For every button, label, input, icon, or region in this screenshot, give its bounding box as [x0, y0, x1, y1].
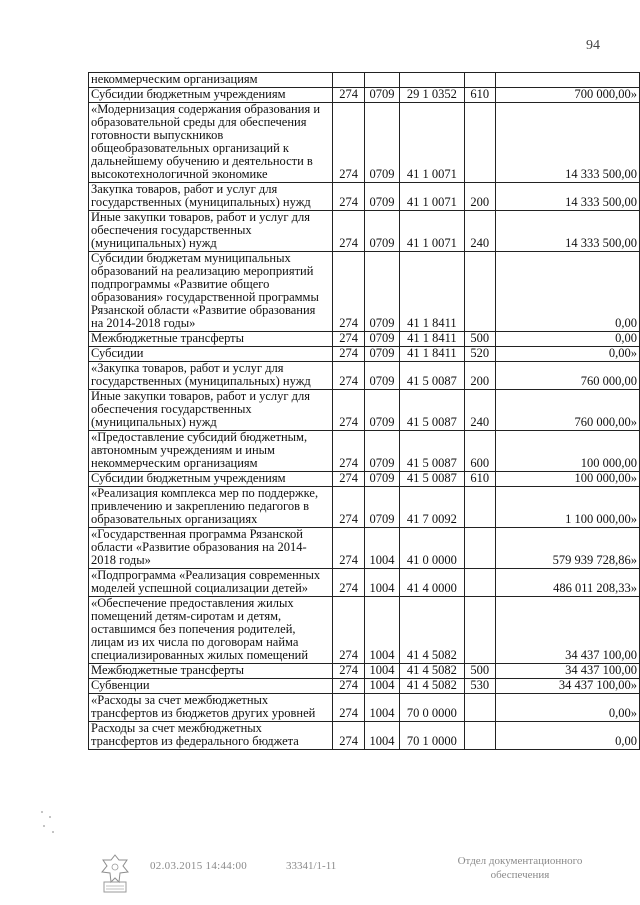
row-expense-type: 240	[464, 211, 495, 252]
row-amount: 579 939 728,86»	[495, 528, 639, 569]
row-expense-type: 240	[464, 390, 495, 431]
row-target-code: 41 4 5082	[400, 679, 465, 694]
row-section-code: 1004	[365, 569, 400, 597]
row-name: Закупка товаров, работ и услуг для государственных (муниципальных) нужд	[89, 183, 333, 211]
footer-department: Отдел документационного обеспечения	[457, 855, 583, 881]
row-name: «Закупка товаров, работ и услуг для государственных (муниципальных) нужд	[89, 362, 333, 390]
row-name: некоммерческим организациям	[89, 73, 333, 88]
row-section-code: 1004	[365, 679, 400, 694]
row-expense-type	[464, 103, 495, 183]
row-amount: 14 333 500,00	[495, 211, 639, 252]
row-name: «Расходы за счет межбюджетных трансфертов из бюджетов других уровней	[89, 694, 333, 722]
row-admin-code: 274	[333, 362, 365, 390]
row-admin-code: 274	[333, 252, 365, 332]
row-admin-code: 274	[333, 390, 365, 431]
row-target-code	[400, 73, 465, 88]
coat-of-arms-icon	[92, 852, 138, 896]
row-admin-code: 274	[333, 88, 365, 103]
row-target-code: 41 5 0087	[400, 362, 465, 390]
row-section-code: 0709	[365, 487, 400, 528]
row-amount: 34 437 100,00	[495, 597, 639, 664]
row-expense-type: 610	[464, 88, 495, 103]
table-row	[89, 88, 640, 103]
row-name: «Государственная программа Рязанской области «Развитие образования на 2014-2018 годы»	[89, 528, 333, 569]
row-expense-type: 610	[464, 472, 495, 487]
footer-document-number: 33341/1-11	[286, 860, 337, 872]
row-expense-type: 200	[464, 362, 495, 390]
row-admin-code: 274	[333, 528, 365, 569]
row-section-code: 0709	[365, 347, 400, 362]
row-target-code: 41 1 8411	[400, 347, 465, 362]
row-amount: 0,00»	[495, 347, 639, 362]
table-row	[89, 472, 640, 487]
row-target-code: 41 4 5082	[400, 597, 465, 664]
row-amount: 760 000,00	[495, 362, 639, 390]
row-expense-type: 600	[464, 431, 495, 472]
budget-table-body	[89, 73, 640, 750]
table-row	[89, 390, 640, 431]
row-expense-type	[464, 487, 495, 528]
row-name: Субсидии бюджетам муниципальных образований на реализацию мероприятий подпрограммы «Развитие общего образования» государственной программы Рязанской области «Развитие образования на 2014-2018 годы»	[89, 252, 333, 332]
row-target-code: 41 5 0087	[400, 390, 465, 431]
row-amount: 14 333 500,00	[495, 103, 639, 183]
row-expense-type	[464, 252, 495, 332]
row-amount: 34 437 100,00	[495, 664, 639, 679]
row-name: Субсидии	[89, 347, 333, 362]
row-admin-code: 274	[333, 664, 365, 679]
row-admin-code: 274	[333, 347, 365, 362]
row-target-code: 41 0 0000	[400, 528, 465, 569]
row-name: Субвенции	[89, 679, 333, 694]
row-amount: 100 000,00	[495, 431, 639, 472]
row-expense-type	[464, 528, 495, 569]
table-row	[89, 183, 640, 211]
row-target-code: 41 4 5082	[400, 664, 465, 679]
row-expense-type: 520	[464, 347, 495, 362]
row-name: «Реализация комплекса мер по поддержке, привлечению и закреплению педагогов в образовательных организациях	[89, 487, 333, 528]
table-row	[89, 487, 640, 528]
row-admin-code: 274	[333, 332, 365, 347]
table-row	[89, 252, 640, 332]
row-admin-code: 274	[333, 211, 365, 252]
row-expense-type	[464, 569, 495, 597]
row-target-code: 41 4 0000	[400, 569, 465, 597]
row-name: «Обеспечение предоставления жилых помещений детям-сиротам и детям, оставшимся без попечения родителей, лицам из их числа по договорам найма специализированных жилых помещений	[89, 597, 333, 664]
row-expense-type: 530	[464, 679, 495, 694]
row-target-code: 41 7 0092	[400, 487, 465, 528]
row-amount: 1 100 000,00»	[495, 487, 639, 528]
row-target-code: 41 1 0071	[400, 103, 465, 183]
row-section-code	[365, 73, 400, 88]
row-target-code: 70 0 0000	[400, 694, 465, 722]
row-name: Межбюджетные трансферты	[89, 332, 333, 347]
row-section-code: 0709	[365, 472, 400, 487]
table-row	[89, 664, 640, 679]
row-amount: 34 437 100,00»	[495, 679, 639, 694]
row-admin-code	[333, 73, 365, 88]
row-amount: 700 000,00»	[495, 88, 639, 103]
page-number: 94	[586, 38, 600, 53]
row-name: Иные закупки товаров, работ и услуг для обеспечения государственных (муниципальных) нужд	[89, 390, 333, 431]
row-amount: 0,00	[495, 722, 639, 750]
row-amount: 0,00	[495, 332, 639, 347]
table-row	[89, 431, 640, 472]
table-row	[89, 73, 640, 88]
row-name: Субсидии бюджетным учреждениям	[89, 472, 333, 487]
row-section-code: 0709	[365, 88, 400, 103]
table-row	[89, 347, 640, 362]
row-amount	[495, 73, 639, 88]
row-expense-type	[464, 722, 495, 750]
row-expense-type: 500	[464, 332, 495, 347]
table-row	[89, 211, 640, 252]
row-admin-code: 274	[333, 431, 365, 472]
row-target-code: 41 5 0087	[400, 431, 465, 472]
row-amount: 100 000,00»	[495, 472, 639, 487]
row-target-code: 41 1 0071	[400, 211, 465, 252]
row-expense-type: 200	[464, 183, 495, 211]
table-row	[89, 528, 640, 569]
row-section-code: 1004	[365, 528, 400, 569]
row-name: «Модернизация содержания образования и образовательной среды для обеспечения готовности выпускников общеобразовательных организаций к дальнейшему обучению и деятельности в высокотехнологичной экономике	[89, 103, 333, 183]
row-admin-code: 274	[333, 597, 365, 664]
table-row	[89, 332, 640, 347]
row-section-code: 0709	[365, 332, 400, 347]
row-expense-type	[464, 597, 495, 664]
row-section-code: 0709	[365, 183, 400, 211]
row-section-code: 0709	[365, 103, 400, 183]
row-admin-code: 274	[333, 722, 365, 750]
row-name: «Предоставление субсидий бюджетным, автономным учреждениям и иным некоммерческим организациям	[89, 431, 333, 472]
row-admin-code: 274	[333, 694, 365, 722]
table-row	[89, 722, 640, 750]
table-row	[89, 569, 640, 597]
row-name: Расходы за счет межбюджетных трансфертов из федерального бюджета	[89, 722, 333, 750]
row-admin-code: 274	[333, 103, 365, 183]
row-amount: 760 000,00»	[495, 390, 639, 431]
row-target-code: 41 1 0071	[400, 183, 465, 211]
margin-marks	[38, 808, 58, 842]
row-section-code: 1004	[365, 694, 400, 722]
row-admin-code: 274	[333, 679, 365, 694]
budget-table	[88, 72, 640, 750]
row-target-code: 41 1 8411	[400, 252, 465, 332]
row-name: Субсидии бюджетным учреждениям	[89, 88, 333, 103]
row-amount: 0,00»	[495, 694, 639, 722]
row-admin-code: 274	[333, 487, 365, 528]
row-amount: 0,00	[495, 252, 639, 332]
row-target-code: 29 1 0352	[400, 88, 465, 103]
row-amount: 486 011 208,33»	[495, 569, 639, 597]
margin-dots-icon	[38, 808, 58, 838]
table-row	[89, 679, 640, 694]
row-expense-type	[464, 73, 495, 88]
table-row	[89, 694, 640, 722]
row-section-code: 0709	[365, 390, 400, 431]
row-admin-code: 274	[333, 183, 365, 211]
row-target-code: 41 5 0087	[400, 472, 465, 487]
row-expense-type	[464, 694, 495, 722]
row-section-code: 1004	[365, 597, 400, 664]
table-row	[89, 597, 640, 664]
row-expense-type: 500	[464, 664, 495, 679]
table-row	[89, 103, 640, 183]
row-name: Иные закупки товаров, работ и услуг для обеспечения государственных (муниципальных) нужд	[89, 211, 333, 252]
table-row	[89, 362, 640, 390]
row-target-code: 41 1 8411	[400, 332, 465, 347]
row-admin-code: 274	[333, 472, 365, 487]
row-section-code: 0709	[365, 252, 400, 332]
row-section-code: 0709	[365, 362, 400, 390]
row-section-code: 1004	[365, 664, 400, 679]
row-section-code: 0709	[365, 431, 400, 472]
footer-datetime: 02.03.2015 14:44:00	[150, 860, 248, 872]
row-name: Межбюджетные трансферты	[89, 664, 333, 679]
row-section-code: 1004	[365, 722, 400, 750]
row-admin-code: 274	[333, 569, 365, 597]
row-name: «Подпрограмма «Реализация современных моделей успешной социализации детей»	[89, 569, 333, 597]
row-section-code: 0709	[365, 211, 400, 252]
row-target-code: 70 1 0000	[400, 722, 465, 750]
row-amount: 14 333 500,00	[495, 183, 639, 211]
